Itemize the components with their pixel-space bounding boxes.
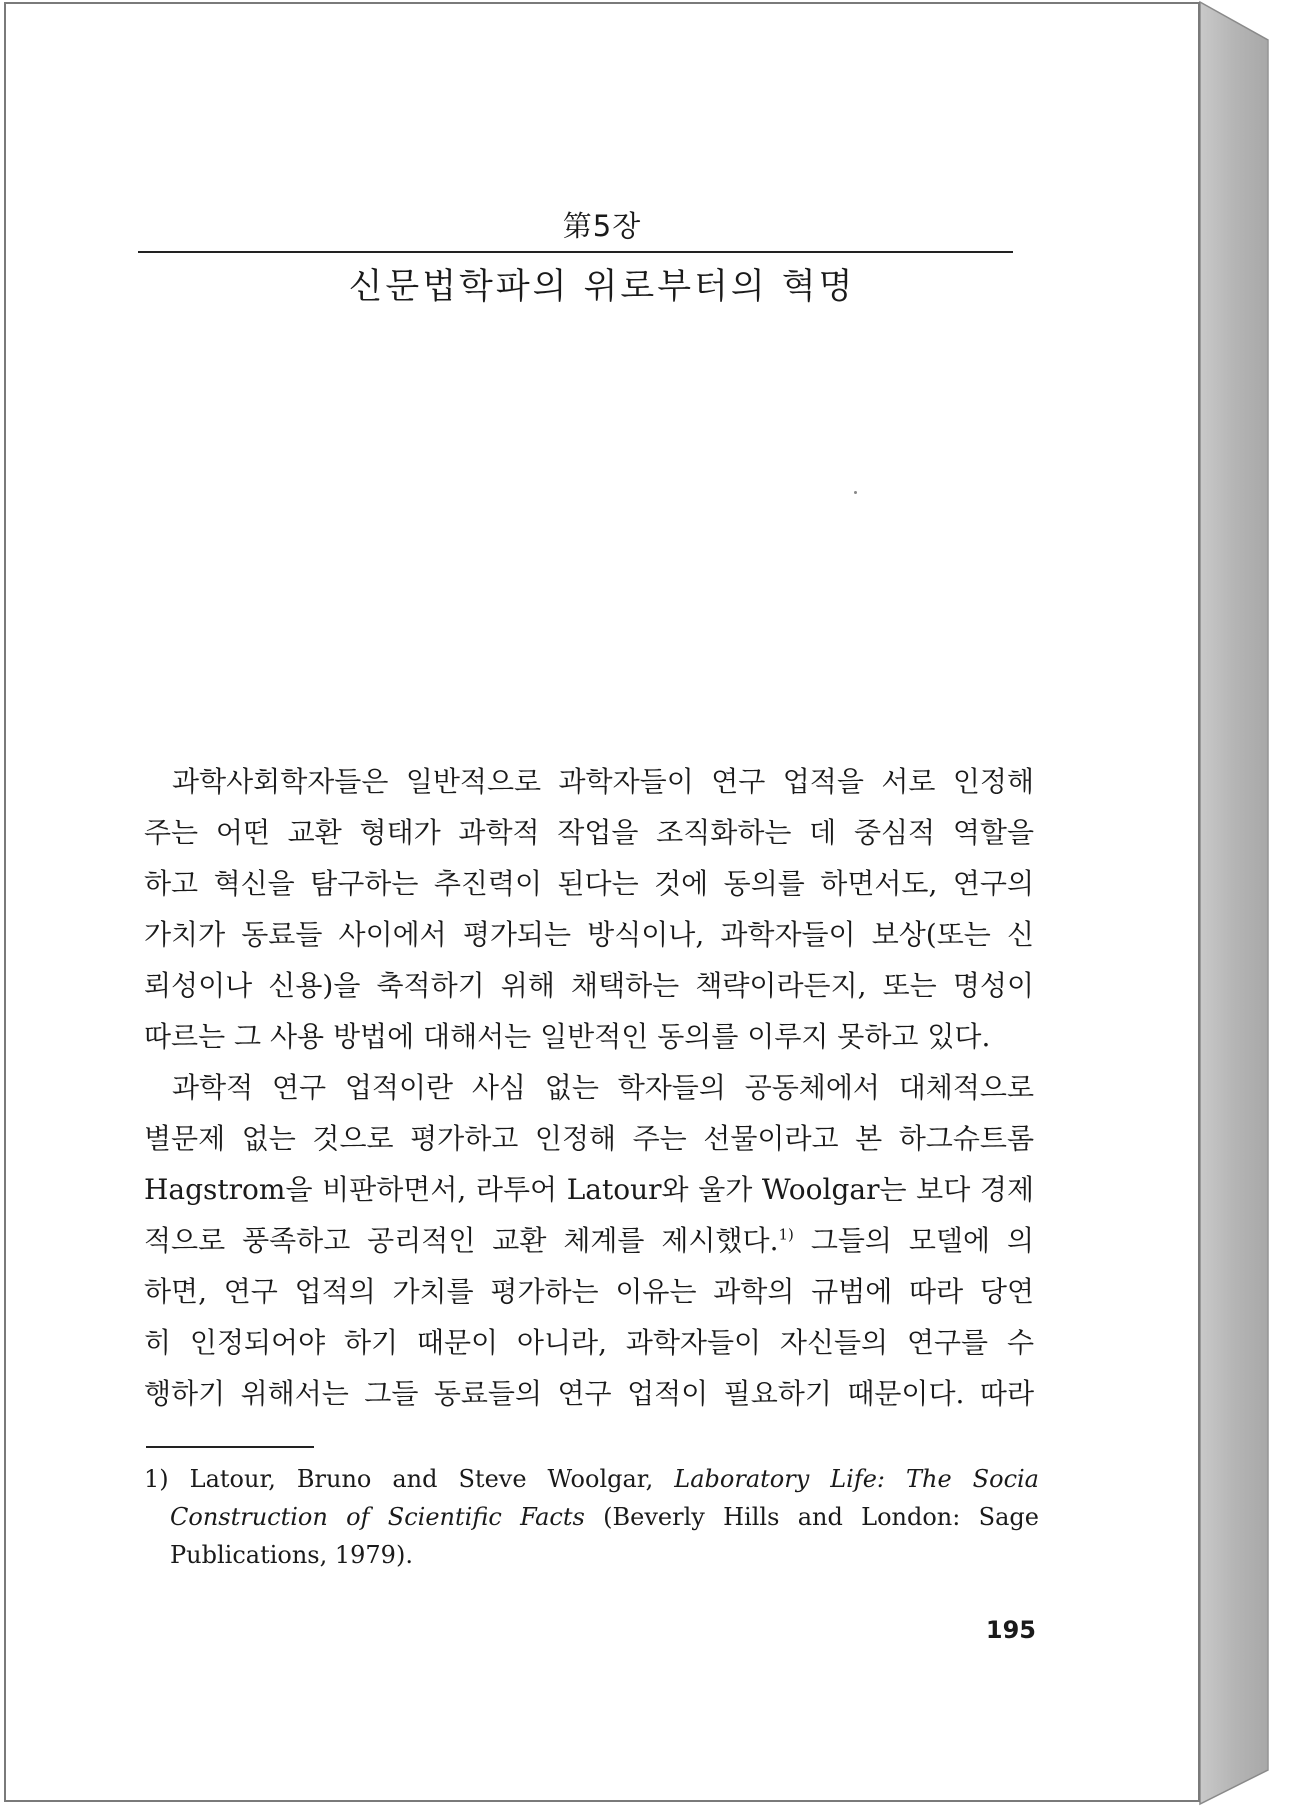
body-line: 히 인정되어야 하기 때문이 아니라, 과학자들이 자신들의 연구를 수	[144, 1326, 1034, 1359]
body-line: 따르는 그 사용 방법에 대해서는 일반적인 동의를 이루지 못하고 있다.	[144, 1020, 991, 1053]
body-line: 과학사회학자들은 일반적으로 과학자들이 연구 업적을 서로 인정해	[172, 765, 1034, 798]
footnote-rule	[146, 1446, 314, 1448]
body-line: 주는 어떤 교환 형태가 과학적 작업을 조직화하는 데 중심적 역할을	[144, 816, 1034, 849]
footnote	[144, 1460, 1039, 1574]
footnote-number: 1)	[144, 1465, 169, 1493]
body-line-part: 그들의 모델에 의	[793, 1224, 1034, 1257]
body-line-part: 적으로 풍족하고 공리적인 교환 체계를 제시했다.	[144, 1224, 779, 1257]
footnote-title: Construction of Scientific Facts	[170, 1503, 585, 1531]
footnote-line	[144, 1460, 1039, 1498]
chapter-title: 신문법학파의 위로부터의 혁명	[348, 267, 856, 307]
body-line: 하고 혁신을 탐구하는 추진력이 된다는 것에 동의를 하면서도, 연구의	[144, 867, 1034, 900]
body-line-with-footnote-ref	[144, 1215, 1034, 1266]
body-line: 과학적 연구 업적이란 사심 없는 학자들의 공동체에서 대체적으로	[172, 1071, 1034, 1104]
chapter-label: 第5장	[562, 209, 642, 243]
footnote-line: Publications, 1979).	[170, 1541, 413, 1569]
body-line: 하면, 연구 업적의 가치를 평가하는 이유는 과학의 규범에 따라 당연	[144, 1275, 1034, 1308]
footnote-title: Laboratory Life: The Socia	[674, 1465, 1039, 1493]
document-page	[4, 2, 1200, 1802]
body-line: 행하기 위해서는 그들 동료들의 연구 업적이 필요하기 때문이다. 따라	[144, 1377, 1034, 1410]
body-line: 가치가 동료들 사이에서 평가되는 방식이나, 과학자들이 보상(또는 신	[144, 918, 1034, 951]
footnote-reference[interactable]: 1)	[778, 1225, 794, 1244]
body-line: 별문제 없는 것으로 평가하고 인정해 주는 선물이라고 본 하그슈트롬	[144, 1122, 1034, 1155]
footnote-publisher: (Beverly Hills and London: Sage	[603, 1503, 1039, 1531]
footnote-authors: Latour, Bruno and Steve Woolgar,	[189, 1465, 654, 1493]
title-rule	[138, 251, 1013, 253]
body-line: Hagstrom을 비판하면서, 라투어 Latour와 울가 Woolgar는 보다 경제	[144, 1173, 1034, 1206]
footnote-line	[144, 1498, 1039, 1536]
body-text	[144, 756, 1034, 1419]
page-number: 195	[985, 1616, 1036, 1644]
body-line: 뢰성이나 신용)을 축적하기 위해 채택하는 책략이라든지, 또는 명성이	[144, 969, 1034, 1002]
scan-speck	[854, 491, 857, 494]
